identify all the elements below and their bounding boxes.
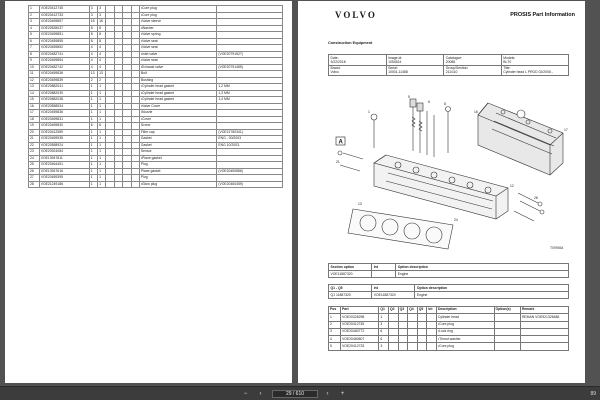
table-cell: 27: [29, 175, 40, 182]
svg-text:6: 6: [428, 100, 430, 104]
table-cell: VOE20459839: [39, 77, 89, 84]
volvo-logo: VOLVO: [335, 10, 377, 20]
table-header: Q2: [388, 307, 398, 314]
table-cell: VOE20459395: [39, 175, 89, 182]
section-option-table: [328, 263, 569, 278]
table-cell: 4: [29, 25, 40, 32]
table-cell: 18: [29, 116, 40, 123]
table-cell: 1: [98, 142, 106, 149]
svg-text:8: 8: [444, 102, 446, 106]
table-row: [329, 336, 569, 343]
table-cell: 1: [89, 97, 97, 104]
table-header: Int: [427, 307, 437, 314]
table-cell: [427, 336, 437, 343]
table-cell: •Valve spring: [139, 32, 217, 39]
table-cell: VOE20882041: [39, 84, 89, 91]
table-cell: 1: [89, 162, 97, 169]
table-cell: •Core plug: [436, 321, 494, 328]
table-cell: [417, 328, 427, 335]
info-cell: Image-id: 1054524: [386, 55, 444, 66]
svg-text:5: 5: [408, 95, 410, 99]
table-cell: •Glow plug: [139, 181, 217, 188]
table-cell: 2: [329, 321, 341, 328]
table-cell: •Valve seat: [139, 38, 217, 45]
table-cell: 8: [89, 25, 97, 32]
table-cell: 23: [29, 149, 40, 156]
table-row: [329, 321, 569, 328]
table-cell: 3: [329, 328, 341, 335]
table-header: Q1 - Q5: [329, 285, 372, 292]
table-cell: 1: [89, 110, 97, 117]
table-cell: VOE20558924: [39, 142, 89, 149]
table-cell: 1: [89, 129, 97, 136]
table-cell: 4: [98, 45, 106, 52]
table-cell: [408, 321, 418, 328]
table-cell: 4: [329, 336, 341, 343]
table-cell: •Valve sleeve: [139, 19, 217, 26]
table-cell: [372, 271, 396, 278]
table-cell: 8: [29, 51, 40, 58]
table-cell: •Inlet valve: [139, 51, 217, 58]
table-cell: [427, 328, 437, 335]
table-cell: 1,4 MM: [217, 97, 283, 104]
table-cell: VOE20535037: [39, 25, 89, 32]
table-cell: 13: [29, 84, 40, 91]
table-cell: 28: [29, 181, 40, 188]
table-cell: VOE20459857: [39, 19, 89, 26]
table-cell: Screw: [139, 123, 217, 130]
table-cell: [417, 336, 427, 343]
table-cell: [427, 343, 437, 350]
table-row: [29, 181, 283, 188]
table-cell: 2: [98, 77, 106, 84]
pdf-page-left: [5, 1, 292, 383]
table-cell: 3: [89, 12, 97, 19]
table-cell: •Core plug: [139, 6, 217, 13]
table-cell: VOE20558534: [39, 103, 89, 110]
table-cell: 16: [29, 103, 40, 110]
table-cell: 1: [98, 129, 106, 136]
table-cell: 1: [89, 142, 97, 149]
table-cell: 1: [89, 136, 97, 143]
info-table: [328, 54, 569, 76]
table-cell: 3: [89, 6, 97, 13]
svg-text:13: 13: [358, 202, 362, 206]
table-cell: VOE20460607: [341, 336, 379, 343]
table-cell: [520, 343, 568, 350]
table-cell: •Cover: [139, 116, 217, 123]
table-cell: Plane gasket: [139, 168, 217, 175]
table-header: Q3: [398, 307, 408, 314]
table-cell: VOE20459852: [39, 45, 89, 52]
table-cell: 15: [29, 97, 40, 104]
table-cell: •Plane gasket: [139, 155, 217, 162]
table-cell: 5: [29, 32, 40, 39]
table-cell: [494, 321, 520, 328]
table-cell: •Valve seat: [139, 45, 217, 52]
table-cell: 13: [98, 71, 106, 78]
table-header: Option(s): [494, 307, 520, 314]
table-cell: VOE20412589: [39, 129, 89, 136]
table-cell: 1: [89, 116, 97, 123]
table-cell: 1: [98, 90, 106, 97]
table-header: Description: [436, 307, 494, 314]
table-row: [329, 314, 569, 321]
table-cell: VOE20412745: [39, 6, 89, 13]
table-cell: 5: [329, 343, 341, 350]
table-cell: (VOE20791485): [217, 64, 283, 71]
table-cell: [398, 343, 408, 350]
table-cell: 1: [98, 175, 106, 182]
table-cell: 1: [98, 116, 106, 123]
table-cell: [408, 343, 418, 350]
table-cell: 4: [89, 58, 97, 65]
table-cell: 16: [89, 19, 97, 26]
table-cell: 25: [29, 162, 40, 169]
table-row: [329, 328, 569, 335]
diagram-label-a: A: [338, 139, 343, 146]
table-header: Part: [341, 307, 379, 314]
table-cell: VOE11887320: [372, 292, 415, 299]
table-cell: [427, 314, 437, 321]
table-cell: 16: [98, 19, 106, 26]
table-cell: 3: [379, 321, 389, 328]
table-cell: 8: [98, 38, 106, 45]
table-cell: 1: [98, 110, 106, 117]
table-cell: Bushing: [139, 77, 217, 84]
table-cell: VOE21249186: [39, 181, 89, 188]
table-cell: [388, 343, 398, 350]
table-cell: 1: [98, 103, 106, 110]
table-cell: VOE20412733: [39, 12, 89, 19]
table-cell: [520, 321, 568, 328]
table-cell: VOE20882039: [39, 90, 89, 97]
next-page-icon[interactable]: ›: [326, 391, 329, 397]
table-cell: 11: [29, 71, 40, 78]
table-cell: (VOE20460459): [217, 181, 283, 188]
table-cell: 8: [89, 32, 97, 39]
page-title: PROSIS Part Information: [510, 12, 575, 18]
table-cell: 8: [89, 38, 97, 45]
table-cell: 10: [29, 64, 40, 71]
table-cell: [408, 314, 418, 321]
table-cell: [398, 328, 408, 335]
info-cell: Date: 3/22/2018: [329, 55, 387, 66]
table-cell: [398, 321, 408, 328]
table-cell: 26: [29, 168, 40, 175]
table-cell: 13: [89, 71, 97, 78]
table-cell: 1: [89, 90, 97, 97]
table-cell: 4: [89, 51, 97, 58]
zoom-level[interactable]: 89: [590, 391, 596, 397]
cylinder-head-exploded-diagram: [328, 93, 572, 253]
table-cell: Cylinder head: [436, 314, 494, 321]
table-cell: 21: [29, 136, 40, 143]
table-header: Q4: [408, 307, 418, 314]
table-cell: VOE20482742: [39, 64, 89, 71]
svg-text:28: 28: [534, 196, 538, 200]
table-cell: 2: [29, 12, 40, 19]
table-cell: 8: [98, 32, 106, 39]
table-cell: VOE11887320: [329, 271, 372, 278]
table-cell: REMAN VOE921326486: [520, 314, 568, 321]
table-cell: 1: [98, 136, 106, 143]
table-cell: 17: [29, 110, 40, 117]
table-row: [329, 343, 569, 350]
table-cell: [408, 328, 418, 335]
table-cell: VOE20482741: [39, 51, 89, 58]
table-cell: 6: [29, 38, 40, 45]
table-cell: 19: [29, 123, 40, 130]
table-cell: •Thrust washer: [436, 336, 494, 343]
table-cell: 4: [98, 51, 106, 58]
table-cell: Q1 11887320: [329, 292, 372, 299]
table-cell: 14: [29, 90, 40, 97]
pdf-page-right: [298, 1, 585, 383]
table-cell: (VOE20791527): [217, 51, 283, 58]
table-cell: 22: [29, 142, 40, 149]
table-cell: 1: [379, 314, 389, 321]
table-cell: VOE20459854: [39, 58, 89, 65]
table-cell: [388, 321, 398, 328]
table-cell: [408, 336, 418, 343]
table-cell: [494, 336, 520, 343]
table-header: Section option: [329, 264, 372, 271]
table-cell: Sensor: [139, 149, 217, 156]
page-number-field[interactable]: 29 / 610: [272, 390, 318, 398]
table-cell: Gasket: [139, 136, 217, 143]
info-cell: Models: BL70: [501, 55, 568, 66]
table-cell: •Lock ring: [436, 328, 494, 335]
table-cell: VOE20464451: [39, 162, 89, 169]
svg-text:24: 24: [454, 218, 458, 222]
table-cell: 2: [89, 77, 97, 84]
table-cell: VOE20459935: [39, 136, 89, 143]
table-cell: VOE13947616: [39, 168, 89, 175]
table-cell: 7: [29, 45, 40, 52]
table-cell: •Valve Cover: [139, 103, 217, 110]
table-cell: •Washer: [139, 25, 217, 32]
table-cell: 1: [98, 155, 106, 162]
info-cell: Brand: Volvo: [329, 65, 387, 76]
table-cell: 3: [98, 12, 106, 19]
table-cell: [520, 328, 568, 335]
table-cell: •Nozzle: [139, 110, 217, 117]
table-cell: VOE20459836: [39, 71, 89, 78]
info-cell: Catalogue: 20088: [444, 55, 502, 66]
table-cell: •Cylinder head gasket: [139, 84, 217, 91]
table-cell: 3: [379, 343, 389, 350]
prev-page-icon[interactable]: ‹: [259, 391, 262, 397]
table-cell: [131, 181, 139, 188]
table-cell: 12: [29, 77, 40, 84]
table-cell: VOE20459836: [39, 110, 89, 117]
table-cell: [114, 181, 122, 188]
table-cell: [398, 336, 408, 343]
table-cell: [388, 328, 398, 335]
parts-table-continued: [28, 5, 283, 188]
table-cell: VOE20412745: [341, 321, 379, 328]
table-cell: VOE20459851: [39, 32, 89, 39]
table-cell: 6: [379, 336, 389, 343]
table-header: Option description: [415, 285, 569, 292]
table-cell: Bolt: [139, 71, 217, 78]
svg-text:1: 1: [368, 110, 370, 114]
table-header: Pos: [329, 307, 341, 314]
table-cell: 8: [98, 25, 106, 32]
table-cell: 1: [98, 162, 106, 169]
svg-text:21: 21: [336, 160, 340, 164]
table-cell: 4: [89, 64, 97, 71]
table-cell: Filler cap: [139, 129, 217, 136]
diagram-code: T099564: [550, 246, 564, 250]
table-cell: 3: [29, 19, 40, 26]
info-cell: Serial: 10001-11488: [386, 65, 444, 76]
table-cell: (VOE20450886): [217, 168, 283, 175]
table-cell: 20: [29, 129, 40, 136]
table-cell: 1: [98, 149, 106, 156]
table-cell: [388, 336, 398, 343]
table-header: Int: [372, 285, 415, 292]
table-cell: Engine: [396, 271, 569, 278]
table-cell: [398, 314, 408, 321]
table-cell: 1: [98, 181, 106, 188]
table-cell: 1: [29, 6, 40, 13]
table-cell: 1: [98, 168, 106, 175]
table-cell: [427, 321, 437, 328]
table-header: Remark: [520, 307, 568, 314]
table-cell: ENG - 00/2003: [217, 136, 283, 143]
table-cell: [417, 321, 427, 328]
table-cell: 9: [29, 58, 40, 65]
table-cell: 1: [98, 84, 106, 91]
table-cell: Engine: [415, 292, 569, 299]
q-option-table: [328, 284, 569, 299]
table-cell: VOE13947811: [39, 155, 89, 162]
table-cell: 6: [98, 123, 106, 130]
svg-text:17: 17: [564, 128, 568, 132]
table-header: Q1: [379, 307, 389, 314]
table-cell: VOE20459830: [39, 123, 89, 130]
table-cell: 24: [29, 155, 40, 162]
table-cell: •Valve seat: [139, 58, 217, 65]
table-cell: 1: [89, 149, 97, 156]
table-cell: ENG 10/2003-: [217, 142, 283, 149]
table-cell: 1: [89, 84, 97, 91]
table-cell: •Cylinder head gasket: [139, 90, 217, 97]
table-cell: Gasket: [139, 142, 217, 149]
table-cell: VOE20882038: [39, 97, 89, 104]
table-cell: VOE20460772: [341, 328, 379, 335]
table-cell: [388, 314, 398, 321]
info-cell: Title: Cylinder head L PROD 02/2006 -: [501, 65, 568, 76]
table-cell: [494, 343, 520, 350]
info-cell: Group/Section: 211/110: [444, 65, 502, 76]
table-cell: 1,2 MM: [217, 84, 283, 91]
table-cell: 6: [89, 123, 97, 130]
viewer-toolbar: [0, 386, 600, 400]
table-cell: VOE20326298: [341, 314, 379, 321]
table-cell: 1: [89, 155, 97, 162]
table-cell: 6: [379, 328, 389, 335]
table-cell: VOE20412733: [341, 343, 379, 350]
svg-text:12: 12: [510, 184, 514, 188]
table-cell: 1: [89, 168, 97, 175]
table-cell: Plug: [139, 175, 217, 182]
table-cell: [417, 343, 427, 350]
table-cell: VOE20924084: [39, 149, 89, 156]
page-subheader: Construction Equipment: [328, 41, 373, 45]
table-cell: [123, 181, 131, 188]
table-cell: 1,3 MM: [217, 90, 283, 97]
table-cell: •Core plug: [436, 343, 494, 350]
table-cell: 1: [89, 103, 97, 110]
svg-text:16: 16: [474, 110, 478, 114]
table-cell: •Exhaust valve: [139, 64, 217, 71]
table-header: Q5: [417, 307, 427, 314]
table-cell: •Cylinder head gasket: [139, 97, 217, 104]
zoom-in-icon[interactable]: +: [340, 391, 345, 397]
table-cell: [520, 336, 568, 343]
table-cell: VOE20459855: [39, 38, 89, 45]
table-cell: [106, 181, 114, 188]
table-cell: [494, 328, 520, 335]
zoom-out-icon[interactable]: −: [243, 391, 248, 397]
table-cell: 4: [89, 45, 97, 52]
table-cell: 1: [89, 175, 97, 182]
table-header: Option description: [396, 264, 569, 271]
table-cell: 3: [98, 6, 106, 13]
table-cell: •Core plug: [139, 12, 217, 19]
table-cell: 1: [98, 97, 106, 104]
table-cell: [494, 314, 520, 321]
table-header: Int: [372, 264, 396, 271]
table-cell: Plug: [139, 162, 217, 169]
table-cell: (VOE21780341): [217, 129, 283, 136]
table-cell: 1: [89, 181, 97, 188]
table-cell: 1: [329, 314, 341, 321]
table-cell: [417, 314, 427, 321]
table-cell: VOE20459831: [39, 116, 89, 123]
table-cell: 4: [98, 58, 106, 65]
parts-table: [328, 306, 569, 351]
table-cell: 4: [98, 64, 106, 71]
